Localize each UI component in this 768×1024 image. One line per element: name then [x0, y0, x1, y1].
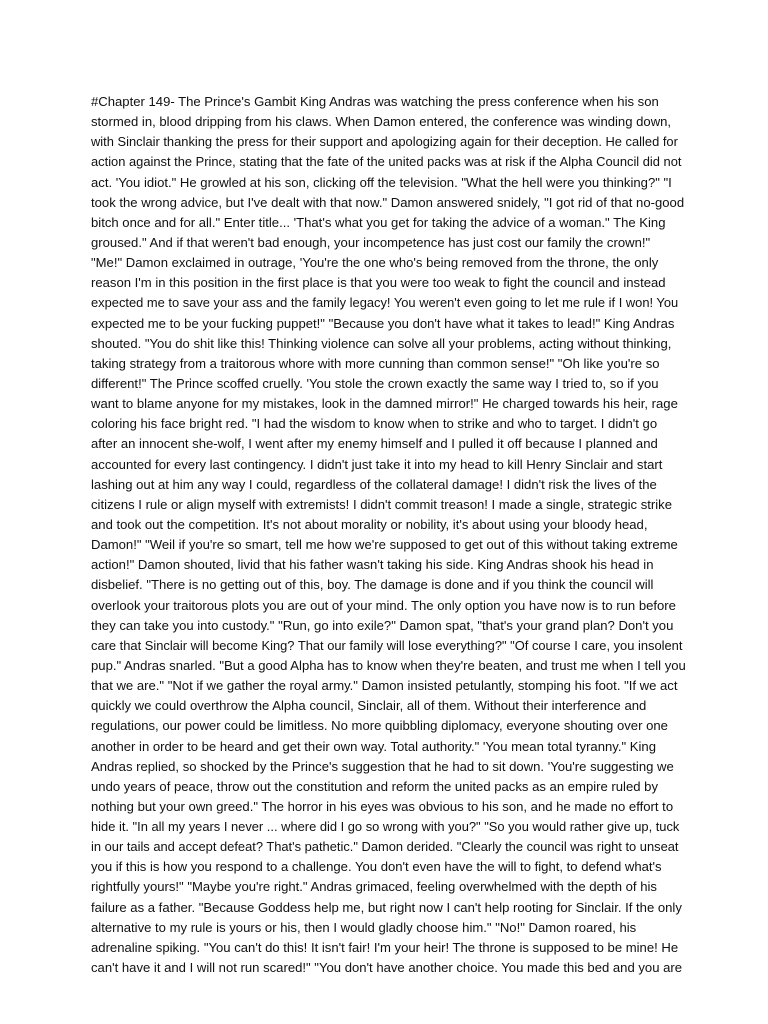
text-line: bitch once and for all." Enter title... 'That's what you get for taking the advice of a woman." The King — [91, 214, 666, 230]
text-line: they can take you into custody." "Run, go into exile?" Damon spat, "that's your grand plan? Don't you — [91, 617, 674, 633]
text-line: act. 'You idiot." He growled at his son, clicking off the television. "What the hell were you thinking?" "I — [91, 174, 672, 190]
text-line: shouted. "You do shit like this! Thinking violence can solve all your problems, acting without thinking, — [91, 335, 672, 351]
text-line: you if this is how you respond to a challenge. You don't even have the will to fight, to defend what's — [91, 859, 662, 875]
text-line: #Chapter 149- The Prince's Gambit King Andras was watching the press conference when his son — [91, 94, 659, 109]
text-line: took the wrong advice, but I've dealt with that now." Damon answered snidely, "I got rid of that no-good — [91, 194, 685, 210]
text-line: with Sinclair thanking the press for their support and apologizing again for their deception. He called for — [91, 134, 678, 150]
text-line: and took out the competition. It's not about morality or nobility, it's about using your bloody head, — [91, 516, 648, 532]
text-line: adrenaline spiking. "You can't do this! It isn't fair! I'm your heir! The throne is supposed to be mine! He — [91, 939, 679, 955]
text-line: hide it. "In all my years I never ... where did I go so wrong with you?" "So you would rather give up, tuck — [91, 819, 680, 835]
text-line: failure as a father. "Because Goddess help me, but right now I can't help rooting for Sinclair. If the only — [91, 899, 682, 915]
text-line: want to blame anyone for my mistakes, look in the damned mirror!" He charged towards his heir, rage — [91, 396, 678, 412]
text-line: after an innocent she-wolf, I went after my enemy himself and I pulled it off because I planned and — [91, 436, 658, 452]
text-line: overlook your traitorous plots you are out of your mind. The only option you have now is to run before — [91, 597, 676, 613]
text-line: another in order to be heard and get their own way. Total authority." 'You mean total tyranny." King — [91, 738, 656, 754]
text-line: undo years of peace, throw out the constitution and reform the united packs as an empire ruled by — [91, 778, 659, 794]
text-line: nothing but your own greed." The horror in his eyes was obvious to his son, and he made no effort to — [91, 798, 674, 814]
text-line: in our tails and accept defeat? That's pathetic." Damon derided. "Clearly the council was right to unseat — [91, 839, 679, 855]
text-line: pup." Andras snarled. "But a good Alpha has to know when they're beaten, and trust me when I tell you — [91, 657, 686, 673]
text-line: rightfully yours!" "Maybe you're right." Andras grimaced, feeling overwhelmed with the depth of his — [91, 879, 657, 895]
text-line: stormed in, blood dripping from his claws. When Damon entered, the conference was winding down, — [91, 114, 672, 130]
text-line: reason I'm in this position in the first place is that you were too weak to fight the council and instead — [91, 275, 666, 291]
text-line: care that Sinclair will become King? That our family will lose everything?" "Of course I care, you insolent — [91, 637, 683, 653]
text-line: different!" The Prince scoffed cruelly. 'You stole the crown exactly the same way I tried to, so if you — [91, 375, 659, 391]
text-line: expected me to save your ass and the family legacy! You weren't even going to let me rule if I won! You — [91, 295, 679, 311]
text-line: Damon!" "Weil if you're so smart, tell me how we're supposed to get out of this without taking extreme — [91, 537, 678, 553]
text-line: action against the Prince, stating that the fate of the united packs was at risk if the Alpha Council did not — [91, 154, 682, 170]
text-line: accounted for every last contingency. I didn't just take it into my head to kill Henry Sinclair and start — [91, 456, 663, 472]
text-line: regulations, our power could be limitless. No more quibbling diplomacy, everyone shouting over one — [91, 718, 668, 734]
text-line: groused." And if that weren't bad enough, your incompetence has just cost our family the crown!" — [91, 234, 651, 250]
text-line: "Me!" Damon exclaimed in outrage, 'You're the one who's being removed from the throne, the only — [91, 255, 659, 271]
text-line: alternative to my rule is yours or his, then I would gladly choose him." "No!" Damon roared, his — [91, 919, 637, 935]
text-line: citizens I rule or align myself with extremists! I didn't commit treason! I made a single, strategic strike — [91, 496, 673, 512]
text-line: lashing out at him any way I could, regardless of the collateral damage! I didn't risk the lives of the — [91, 476, 657, 492]
chapter-text — [91, 92, 686, 978]
text-line: disbelief. "There is no getting out of this, boy. The damage is done and if you think the council will — [91, 577, 654, 593]
text-line: Andras replied, so shocked by the Prince's suggestion that he had to sit down. 'You're suggesting we — [91, 758, 674, 774]
text-line: action!" Damon shouted, livid that his father wasn't taking his side. King Andras shook his head in — [91, 557, 654, 573]
text-line: taking strategy from a traitorous whore with more cunning than common sense!" "Oh like you're so — [91, 355, 660, 371]
text-line: coloring his face bright red. "I had the wisdom to know when to strike and who to target. I didn't go — [91, 416, 658, 432]
text-line: quickly we could overthrow the Alpha council, Sinclair, all of them. Without their interference and — [91, 698, 647, 714]
text-line: expected me to be your fucking puppet!" "Because you don't have what it takes to lead!" King Andras — [91, 315, 675, 331]
text-line: can't have it and I will not run scared!" "You don't have another choice. You made this bed and you are — [91, 960, 683, 976]
text-line: that we are." "Not if we gather the royal army." Damon insisted petulantly, stomping his foot. "If we act — [91, 678, 678, 694]
